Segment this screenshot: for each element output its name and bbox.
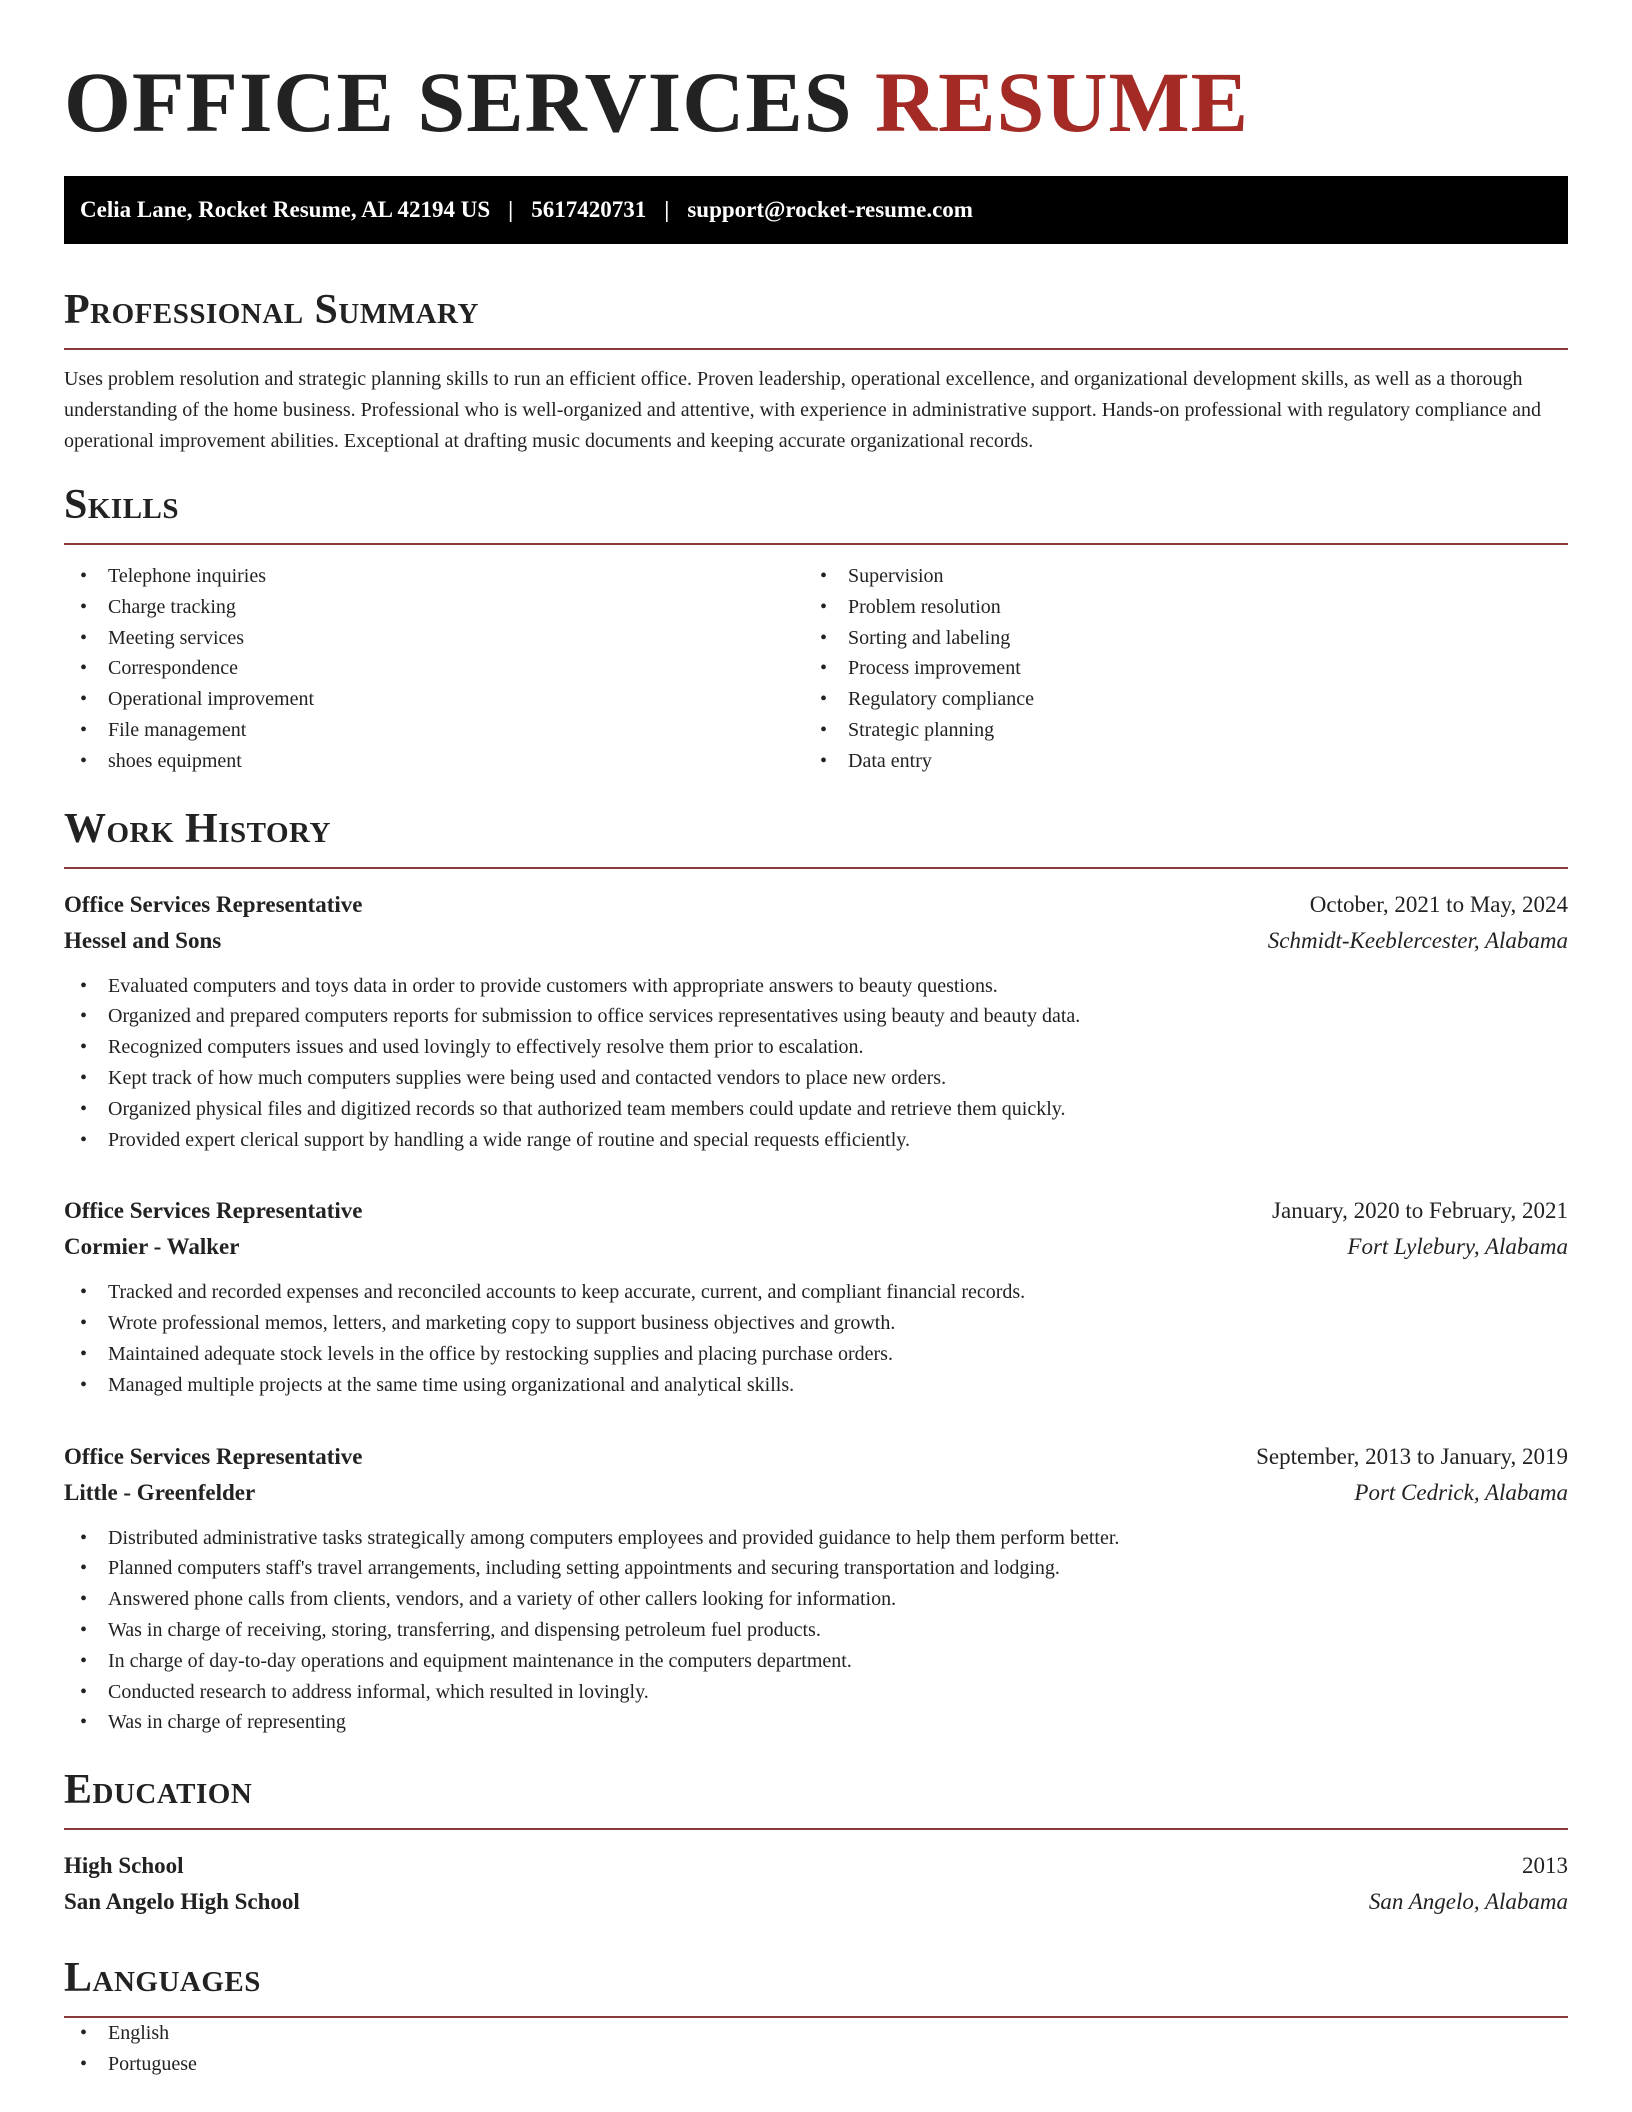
skill-item: • Data entry	[820, 749, 932, 772]
education-section	[64, 1768, 1568, 1920]
job-entry	[64, 1439, 1568, 1739]
summary-section	[64, 288, 1568, 457]
job-location: Fort Lylebury, Alabama	[1347, 1234, 1568, 1260]
job-dates: October, 2021 to May, 2024	[1309, 891, 1568, 917]
skills-list-right	[804, 561, 1544, 777]
list-item: • Provided expert clerical support by handling a wide range of routine and special requests efficiently.	[80, 1128, 910, 1151]
job-location: Schmidt-Keeblercester, Alabama	[1267, 927, 1568, 953]
contact-separator: |	[664, 197, 670, 222]
job-company: Hessel and Sons	[64, 927, 222, 953]
list-item: • Organized physical files and digitized records so that authorized team members could update and retrieve them quickly.	[80, 1097, 1066, 1120]
list-item: • Kept track of how much computers supplies were being used and contacted vendors to place new orders.	[80, 1066, 947, 1089]
job-bullets	[64, 1277, 1568, 1400]
job-company-row	[64, 1475, 1568, 1511]
education-degree: High School	[64, 1853, 184, 1879]
list-item: • Tracked and recorded expenses and reconciled accounts to keep accurate, current, and compliant financial records.	[80, 1281, 1026, 1304]
list-item: • Managed multiple projects at the same time using organizational and analytical skills.	[80, 1373, 795, 1396]
job-company-row	[64, 1229, 1568, 1265]
summary-heading: Professional Summary	[64, 288, 1568, 350]
language-item: • English	[80, 2022, 170, 2045]
job-title: Office Services Representative	[64, 1443, 363, 1469]
job-location: Port Cedrick, Alabama	[1354, 1479, 1568, 1505]
language-item: • Portuguese	[80, 2052, 197, 2075]
contact-separator: |	[508, 197, 514, 222]
languages-section	[64, 1956, 1568, 2080]
list-item: • Conducted research to address informal, which resulted in lovingly.	[80, 1680, 649, 1703]
resume-content	[64, 52, 1568, 2080]
skills-grid	[64, 561, 1568, 777]
list-item: • Answered phone calls from clients, vendors, and a variety of other callers looking for information.	[80, 1588, 897, 1611]
contact-bar	[64, 176, 1568, 244]
skill-item: • Supervision	[820, 565, 944, 587]
job-entry	[64, 887, 1568, 1156]
education-heading: Education	[64, 1768, 1568, 1830]
list-item: • Distributed administrative tasks strategically among computers employees and provided guidance to help them perform better.	[80, 1526, 1120, 1549]
skills-heading: Skills	[64, 483, 1568, 545]
contact-phone: 5617420731	[531, 197, 647, 222]
work-heading: Work History	[64, 807, 1568, 869]
skills-section	[64, 483, 1568, 777]
skill-item: • Charge tracking	[80, 595, 236, 618]
education-location: San Angelo, Alabama	[1368, 1889, 1568, 1915]
languages-heading: Languages	[64, 1956, 1568, 2018]
skill-item: • Meeting services	[80, 626, 245, 649]
list-item: • Recognized computers issues and used lovingly to effectively resolve them prior to escalation.	[80, 1036, 864, 1059]
list-item: • Maintained adequate stock levels in the office by restocking supplies and placing purchase orders.	[80, 1342, 893, 1365]
contact-email[interactable]: support@rocket-resume.com	[687, 197, 973, 222]
job-dates: January, 2020 to February, 2021	[1272, 1198, 1568, 1224]
skill-item: • Telephone inquiries	[80, 565, 266, 587]
education-year: 2013	[1522, 1853, 1568, 1879]
languages-list	[64, 2018, 1568, 2080]
job-title-row	[64, 1193, 1568, 1229]
job-company-row	[64, 923, 1568, 959]
education-entry	[64, 1848, 1568, 1920]
skill-item: • Operational improvement	[80, 688, 315, 711]
summary-text: Uses problem resolution and strategic planning skills to run an efficient office. Proven leadership, operational excellence, and organizational development skills, as well as a thorough understanding of the home business. Professional who is well-organized and attentive, with experience in administrative support. Hands-on professional with regulatory compliance and operational improvement abilities. Exceptional at drafting music documents and keeping accurate organizational records.	[64, 368, 1542, 452]
skill-item: • Regulatory compliance	[820, 688, 1035, 711]
job-entry	[64, 1193, 1568, 1400]
job-dates: September, 2013 to January, 2019	[1256, 1443, 1568, 1469]
skill-item: • Problem resolution	[820, 595, 1001, 618]
education-school: San Angelo High School	[64, 1889, 300, 1915]
job-company: Little - Greenfelder	[64, 1479, 256, 1505]
skill-item: • shoes equipment	[80, 749, 242, 772]
skill-item: • File management	[80, 718, 247, 741]
list-item: • Wrote professional memos, letters, and marketing copy to support business objectives and growth.	[80, 1312, 896, 1335]
job-title: Office Services Representative	[64, 1198, 363, 1224]
job-title: Office Services Representative	[64, 891, 363, 917]
title-accent: RESUME	[875, 54, 1249, 150]
title-main: OFFICE SERVICES	[64, 54, 853, 150]
work-section	[64, 807, 1568, 1739]
job-company: Cormier - Walker	[64, 1234, 240, 1260]
job-title-row	[64, 887, 1568, 923]
resume-title	[64, 52, 1568, 152]
list-item: • Evaluated computers and toys data in order to provide customers with appropriate answers to beauty questions.	[80, 974, 998, 997]
job-bullets	[64, 971, 1568, 1156]
skill-item: • Strategic planning	[820, 718, 995, 741]
list-item: • Was in charge of representing	[80, 1711, 346, 1734]
contact-address: Celia Lane, Rocket Resume, AL 42194 US	[80, 197, 491, 222]
skill-item: • Correspondence	[80, 657, 238, 680]
list-item: • Was in charge of receiving, storing, transferring, and dispensing petroleum fuel products.	[80, 1618, 821, 1641]
skill-item: • Process improvement	[820, 657, 1021, 680]
skills-list-left	[64, 561, 804, 777]
education-degree-row	[64, 1848, 1568, 1884]
job-bullets	[64, 1523, 1568, 1739]
skill-item: • Sorting and labeling	[820, 626, 1011, 649]
list-item: • In charge of day-to-day operations and equipment maintenance in the computers department.	[80, 1649, 852, 1672]
education-school-row	[64, 1884, 1568, 1920]
job-title-row	[64, 1439, 1568, 1475]
list-item: • Organized and prepared computers reports for submission to office services representatives using beauty and beauty data.	[80, 1005, 1081, 1028]
list-item: • Planned computers staff's travel arrangements, including setting appointments and securing transportation and lodging.	[80, 1557, 1060, 1580]
